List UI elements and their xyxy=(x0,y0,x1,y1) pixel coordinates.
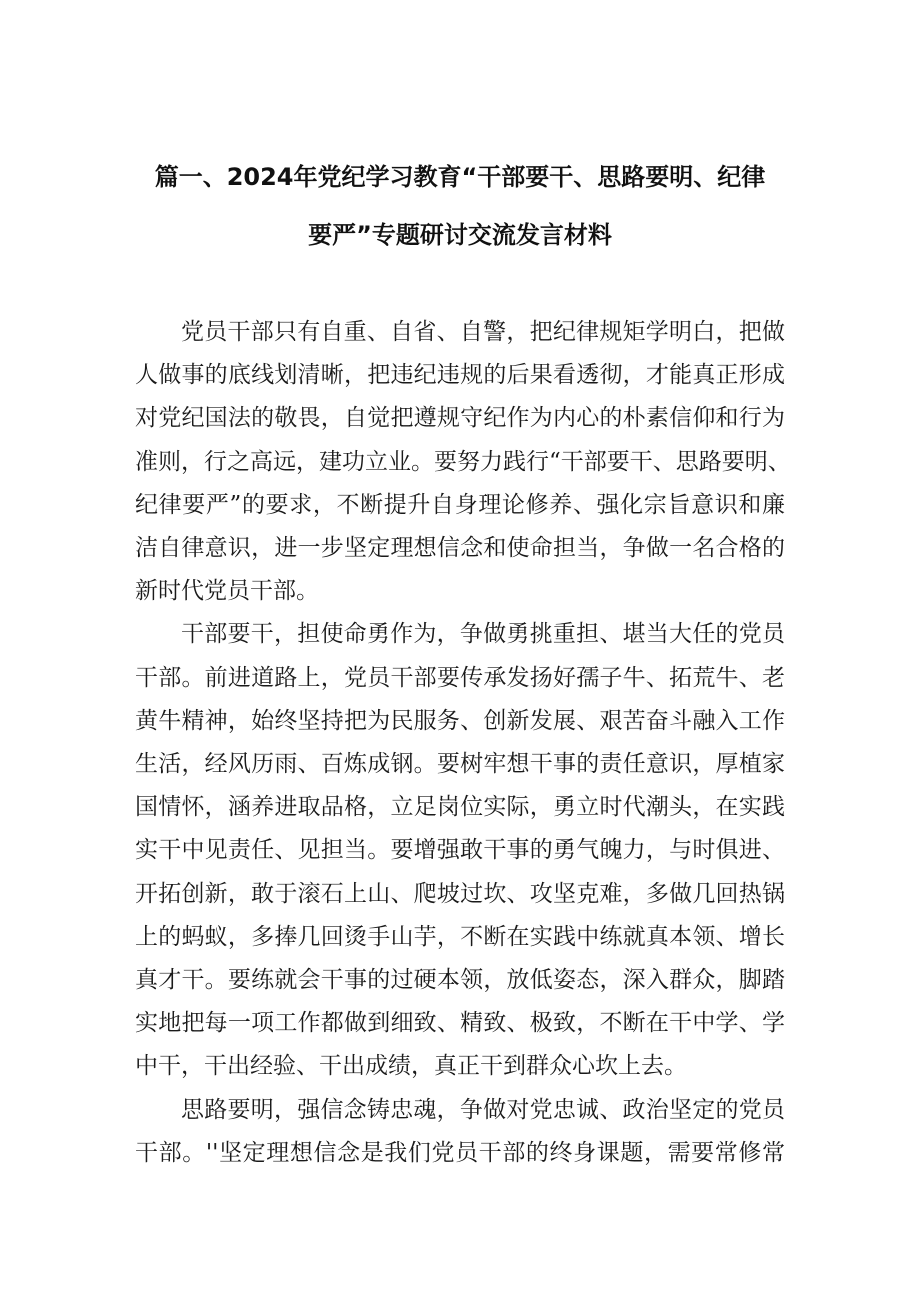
paragraph-line: 开拓创新，敢于滚石上山、爬坡过坎、攻坚克难，多做几回热锅 xyxy=(135,880,785,907)
paragraph-line: 国情怀，涵养进取品格，立足岗位实际，勇立时代潮头，在实践 xyxy=(135,794,785,821)
paragraph-2 xyxy=(135,613,785,1088)
paragraph-line: 准则，行之高远，建功立业。要努力践行“干部要干、思路要明、 xyxy=(135,448,791,475)
title-line-1: 篇一、2024年党纪学习教育“干部要干、思路要明、纪律 xyxy=(154,163,766,191)
paragraph-line: 中干，干出经验、干出成绩，真正干到群众心坎上去。 xyxy=(135,1053,687,1080)
paragraph-line: 对党纪国法的敬畏，自觉把遵规守纪作为内心的朴素信仰和行为 xyxy=(135,405,785,432)
title-line-2: 要严”专题研讨交流发言材料 xyxy=(308,221,612,249)
paragraph-line: 干部要干，担使命勇作为，争做勇挑重担、堪当大任的党员 xyxy=(181,621,785,648)
paragraph-line: 实地把每一项工作都做到细致、精致、极致，不断在干中学、学 xyxy=(135,1010,785,1037)
paragraph-line: 新时代党员干部。 xyxy=(135,578,319,605)
paragraph-line: 干部。前进道路上，党员干部要传承发扬好孺子牛、拓荒牛、老 xyxy=(135,664,785,691)
paragraph-line: 黄牛精神，始终坚持把为民服务、创新发展、艰苦奋斗融入工作 xyxy=(135,707,785,734)
paragraph-line: 生活，经风历雨、百炼成钢。要树牢想干事的责任意识，厚植家 xyxy=(135,751,785,778)
paragraph-line: 人做事的底线划清晰，把违纪违规的后果看透彻，才能真正形成 xyxy=(135,362,785,389)
paragraph-line: 洁自律意识，进一步坚定理想信念和使命担当，争做一名合格的 xyxy=(135,535,785,562)
document-body xyxy=(135,311,791,1175)
paragraph-line: 实干中见责任、见担当。要增强敢干事的勇气魄力，与时俱进、 xyxy=(135,837,785,864)
paragraph-line: 干部。''坚定理想信念是我们党员干部的终身课题，需要常修常 xyxy=(135,1139,785,1166)
paragraph-line: 真才干。要练就会干事的过硬本领，放低姿态，深入群众，脚踏 xyxy=(135,967,785,994)
paragraph-line: 思路要明，强信念铸忠魂，争做对党忠诚、政治坚定的党员 xyxy=(181,1096,785,1123)
document-title xyxy=(100,148,820,264)
paragraph-1 xyxy=(135,311,791,613)
paragraph-line: 党员干部只有自重、自省、自警，把纪律规矩学明白，把做 xyxy=(181,319,785,345)
paragraph-3 xyxy=(135,1089,785,1175)
paragraph-line: 纪律要严”的要求，不断提升自身理论修养、强化宗旨意识和廉 xyxy=(135,491,785,518)
paragraph-line: 上的蚂蚁，多捧几回烫手山芋，不断在实践中练就真本领、增长 xyxy=(135,923,785,950)
